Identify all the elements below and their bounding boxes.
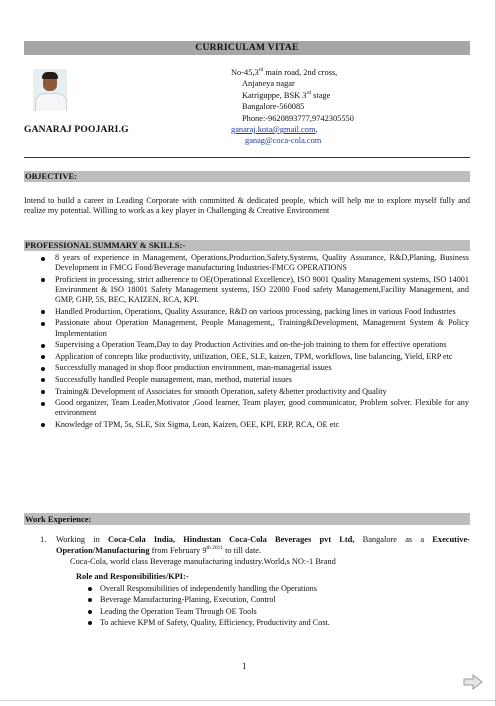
summary-item: Successfully managed in shop floor production environment, man-managerial issues [55,363,469,373]
address-line-3: Katriguppe, BSK 3rd stage [242,90,331,100]
email-link-cocacola[interactable]: ganag@coca-cola.com [245,136,322,146]
summary-list [55,253,469,432]
summary-item: Good organizer, Team Leader,Motivator ,Good learner, Team player, good communicator, Problem solver. Flexible for any environment [55,398,469,418]
role-heading: Role and Responsibilities/KPI:- [76,572,189,581]
document-title: CURRICULAM VITAE [24,41,470,55]
summary-item: Knowledge of TPM, 5s, SLE, Six Sigma, Lean, Kaizen, OEE, KPI, ERP, RCA, OE etc [55,420,469,430]
objective-heading: OBJECTIVE: [24,171,470,182]
header-divider [24,157,470,158]
address-line-1: No-45,3rd main road, 2nd cross, [231,67,338,77]
page-bottom-edge [0,700,496,701]
arrow-right-icon[interactable] [462,674,484,690]
job-number: 1. [40,535,47,544]
contact-address [231,67,354,147]
objective-text: Intend to build a career in Leading Corporate with committed & dedicated people, which will help me to explore myself fully and realize my potential. Willing to work as a key player in Challenging & Creative Environment [24,196,470,216]
photo-hair [42,72,58,79]
address-line-4: Bangalore-560085 [242,102,305,112]
responsibilities-list [100,583,460,629]
page-number: 1 [242,661,247,671]
summary-heading: PROFESSIONAL SUMMARY & SKILLS:- [24,240,470,251]
responsibility-item: To achieve KPM of Safety, Quality, Efficiency, Productivity and Cost. [100,617,460,628]
email-link-gmail[interactable]: ganaraj.kota@gmail.com [231,125,316,135]
responsibility-item: Overall Responsibilities of independently handling the Operations [100,583,460,594]
candidate-name: GANARAJ POOJARI.G [24,125,129,135]
phone-numbers: Phone:-9620893777,9742305550 [242,113,354,123]
profile-photo [33,69,67,111]
address-line-2: Anjaneya nagar [242,79,295,89]
responsibility-item: Beverage Manufacturing-Planing, Execution, Control [100,594,460,605]
email-line-1: ganaraj.kota@gmail.com, [231,125,318,135]
summary-item: Handled Production, Operations, Quality Assurance, R&D on various processing, packing lines in various Food Industries [55,307,469,317]
work-experience-heading: Work Experience: [24,513,470,525]
company-name: Coca-Cola India, Hindustan Coca-Cola Beverages pvt Ltd, [108,535,355,544]
summary-item: Successfully handled People management, man, method, material issues [55,375,469,385]
job-position: Executive-Operation/Manufacturing [56,535,470,555]
job-entry: 1. Working in Coca-Cola India, Hindustan Coca-Cola Beverages pvt Ltd, Bangalore as a Executive-Operation/Manufacturing from February $9^{th 2011}$ to till date. [40,535,470,555]
email-line-2 [231,135,354,146]
company-description: Coca-Cola, world class Beverage manufacturing industry.World,s NO:-1 Brand [70,557,336,566]
summary-item: Training& Development of Associates for smooth Operation, safety &better productivity and Quality [55,387,469,397]
photo-shirt [35,93,67,111]
responsibility-item: Leading the Operation Team Through OE Tools [100,606,460,617]
summary-item: Proficient in processing, strict adherence to OE(Operational Excellence), ISO 9001 Quality Management systems, ISO 14001 Environment & ISO 18001 Safety Management systems, ISO 22000 Food safety Management,Facility Management, and GMP, GHP, 5S, BEC, KAIZEN, RCA, KPI. [55,274,469,305]
summary-item: 8 years of experience in Management, Operations,Production,Safety,Systems, Quality Assurance, R&D,Planing, Business Development in FMCG Food/Beverage manufacturing Industries-FMCG OPERATIONS [55,253,469,273]
summary-item: Supervising a Operation Team,Day to day Production Activities and on-the-job training to them for effective operations [55,340,469,350]
summary-item: Application of concepts like productivity, utilization, OEE, SLE, kaizen, TPM, workflows, line balancing, Yield, ERP etc [55,352,469,362]
summary-item: Passionate about Operation Management, People Management,, Training&Development, Management System & Policy Implementation [55,318,469,338]
